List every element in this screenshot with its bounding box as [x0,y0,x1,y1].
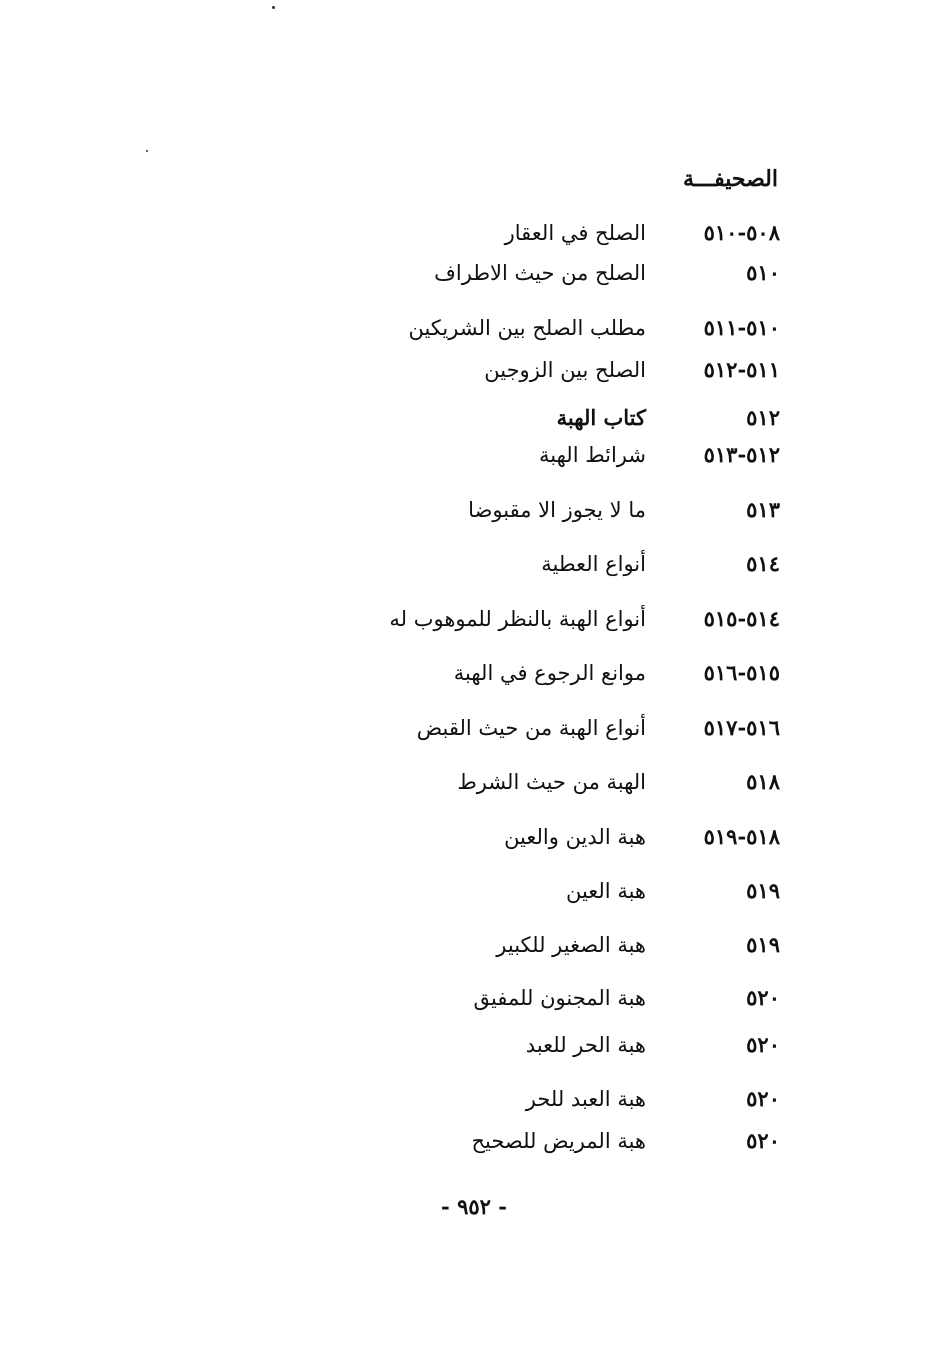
toc-page-number: ٥١٩ [746,878,780,903]
toc-page-number: ٥١٠ [746,260,780,285]
toc-row [140,256,780,290]
toc-page-number: ٥١٢-٥١٣ [703,442,780,467]
toc-row [140,602,780,636]
toc-topic: أنواع الهبة بالنظر للموهوب له [389,607,646,631]
toc-topic: موانع الرجوع في الهبة [453,661,646,685]
scan-speck [272,6,275,9]
toc-topic: هبة المجنون للمفيق [473,986,646,1010]
toc-row [140,820,780,854]
toc-row [140,438,780,472]
toc-page-number: ٥١٣ [746,497,780,522]
toc-topic: شرائط الهبة [539,443,646,467]
toc-row [140,765,780,799]
toc-topic: هبة المريض للصحيح [471,1129,646,1153]
toc-page-number: ٥١٦-٥١٧ [703,715,780,740]
toc-row [140,311,780,345]
toc-topic: هبة العين [565,879,646,903]
toc-topic: هبة الحر للعبد [525,1033,646,1057]
toc-topic: هبة الدين والعين [504,825,646,849]
toc-topic: أنواع العطية [541,552,646,576]
toc-topic: الصلح بين الزوجين [484,358,646,382]
toc-row [140,711,780,745]
toc-page-number: ٥١٤ [746,551,780,576]
toc-topic: مطلب الصلح بين الشريكين [408,316,646,340]
toc-page-number: ٥٢٠ [746,985,780,1010]
page-column-header: الصحيفـــة [683,166,778,192]
page-footer-number: - ٩٥٢ - [441,1194,507,1219]
toc-topic: الصلح من حيث الاطراف [434,261,646,285]
toc-row [140,547,780,581]
toc-page-number: ٥٠٨-٥١٠ [703,220,780,245]
toc-page-number: ٥١٨-٥١٩ [703,824,780,849]
toc-page-number: ٥١١-٥١٢ [703,357,780,382]
toc-topic: هبة العبد للحر [525,1087,646,1111]
toc-topic: أنواع الهبة من حيث القبض [416,716,646,740]
toc-row [140,353,780,387]
toc-page-number: ٥١٥-٥١٦ [703,660,780,685]
toc-row [140,1028,780,1062]
toc-row [140,928,780,962]
toc-row [140,1082,780,1116]
toc-row [140,874,780,908]
toc-page-number: ٥١٠-٥١١ [703,315,780,340]
toc-row [140,493,780,527]
toc-topic: هبة الصغير للكبير [496,933,646,957]
toc-page-number: ٥٢٠ [746,1032,780,1057]
toc-topic: الهبة من حيث الشرط [457,770,646,794]
toc-row [140,656,780,690]
toc-row [140,216,780,250]
section-title: كتاب الهبة [556,405,646,430]
toc-row [140,1124,780,1158]
toc-topic: الصلح في العقار [504,221,646,245]
toc-page-number: ٥١٩ [746,932,780,957]
toc-row [140,401,780,435]
toc-page-number: ٥١٤-٥١٥ [703,606,780,631]
toc-topic: ما لا يجوز الا مقبوضا [468,498,646,522]
toc-page-number: ٥٢٠ [746,1128,780,1153]
toc-page-number: ٥١٢ [746,405,780,430]
scan-speck [146,150,148,152]
toc-row [140,981,780,1015]
toc-page-number: ٥٢٠ [746,1086,780,1111]
toc-page-number: ٥١٨ [746,769,780,794]
